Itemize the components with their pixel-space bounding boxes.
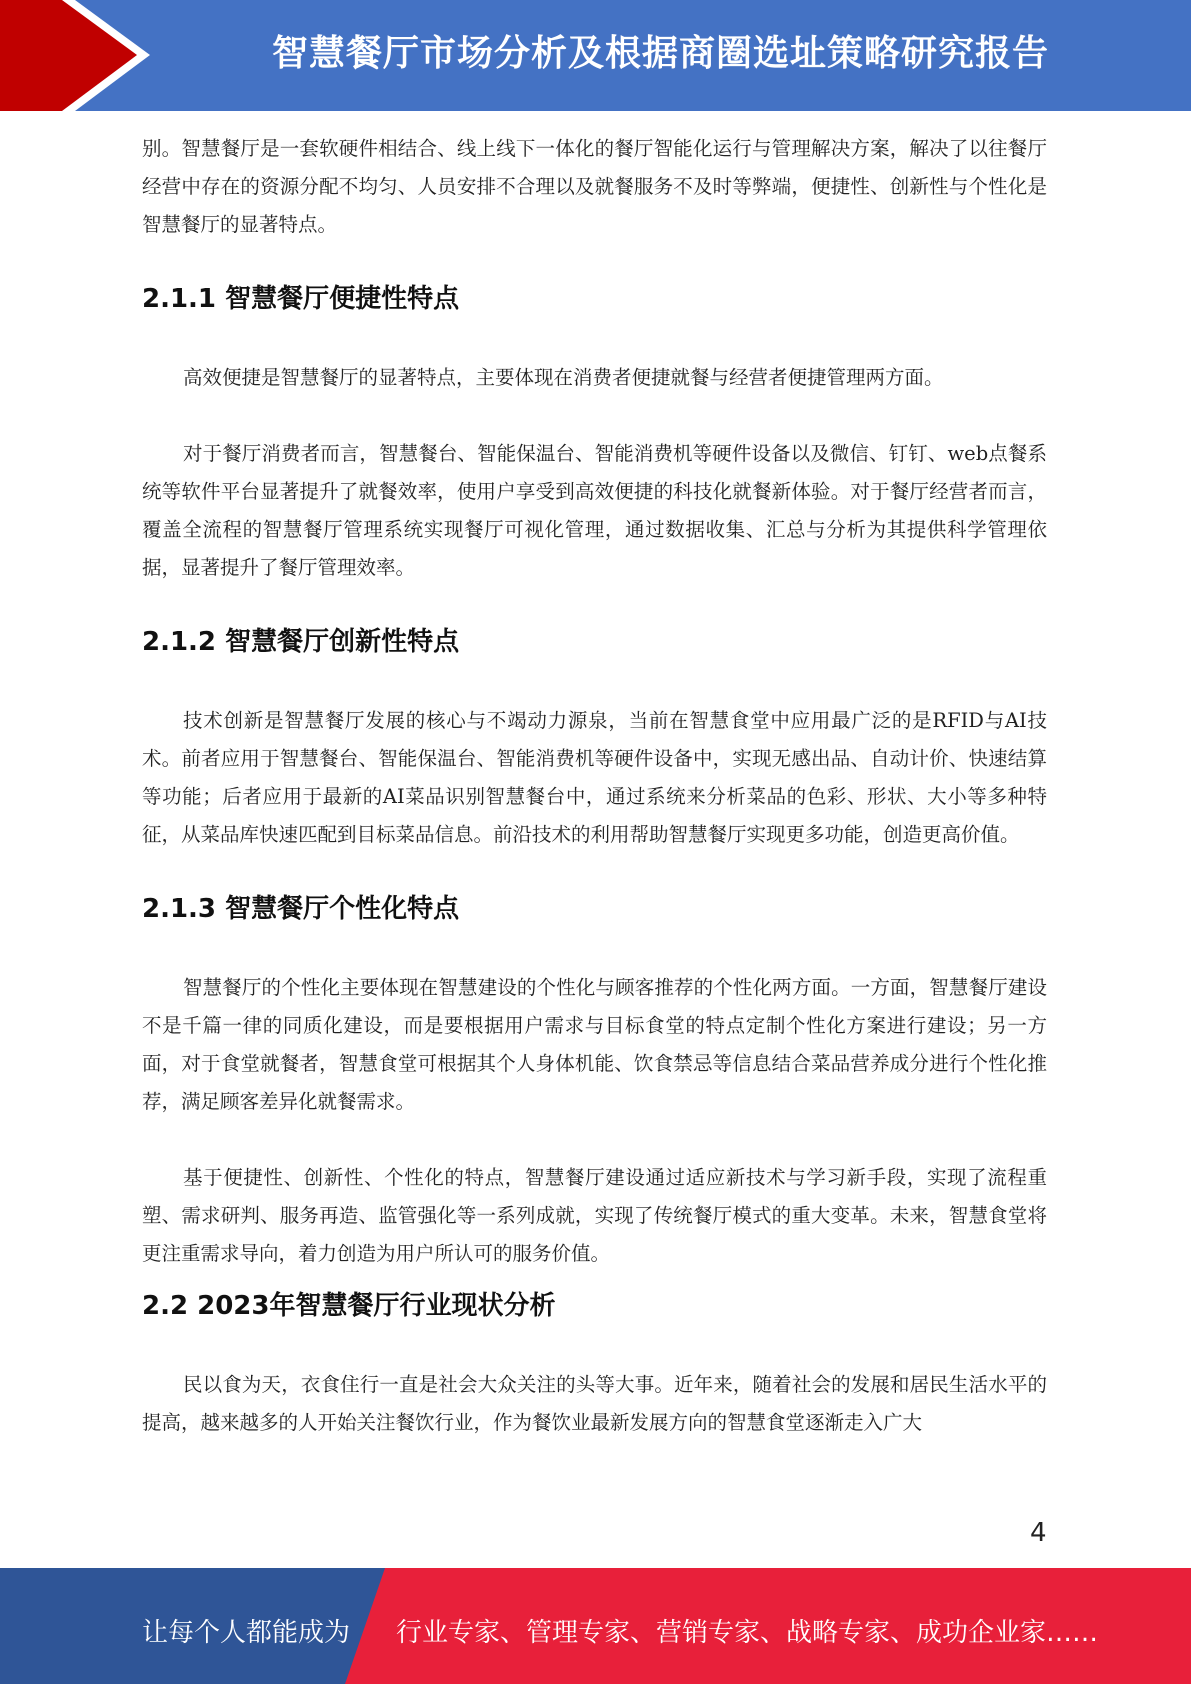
- paragraph-2-1-3-b: 基于便捷性、创新性、个性化的特点，智慧餐厅建设通过适应新技术与学习新手段，实现了流程重塑、需求研判、服务再造、监管强化等一系列成就，实现了传统餐厅模式的重大变革。未来，智慧食堂将更注重需求导向，着力创造为用户所认可的服务价值。: [142, 1166, 1047, 1265]
- paragraph-2-1-1-b: 对于餐厅消费者而言，智慧餐台、智能保温台、智能消费机等硬件设备以及微信、钉钉、web点餐系统等软件平台显著提升了就餐效率，使用户享受到高效便捷的科技化就餐新体验。对于餐厅经营者而言，覆盖全流程的智慧餐厅管理系统实现餐厅可视化管理，通过数据收集、汇总与分析为其提供科学管理依据，显著提升了餐厅管理效率。: [142, 442, 1047, 579]
- intro-paragraph: 别。智慧餐厅是一套软硬件相结合、线上线下一体化的餐厅智能化运行与管理解决方案，解决了以往餐厅经营中存在的资源分配不均匀、人员安排不合理以及就餐服务不及时等弊端，便捷性、创新性与个性化是智慧餐厅的显著特点。: [142, 137, 1047, 236]
- section-heading-2-1-1: 2.1.1 智慧餐厅便捷性特点: [142, 284, 460, 314]
- paragraph-2-1-1-a: 高效便捷是智慧餐厅的显著特点，主要体现在消费者便捷就餐与经营者便捷管理两方面。: [183, 366, 944, 389]
- paragraph-2-1-3-a: 智慧餐厅的个性化主要体现在智慧建设的个性化与顾客推荐的个性化两方面。一方面，智慧餐厅建设不是千篇一律的同质化建设，而是要根据用户需求与目标食堂的特点定制个性化方案进行建设；另一方面，对于食堂就餐者，智慧食堂可根据其个人身体机能、饮食禁忌等信息结合菜品营养成分进行个性化推荐，满足顾客差异化就餐需求。: [142, 976, 1047, 1113]
- section-heading-2-1-2: 2.1.2 智慧餐厅创新性特点: [142, 627, 460, 657]
- footer-slogan-left: 让每个人都能成为: [142, 1618, 351, 1648]
- header-arrow-red: [0, 0, 137, 111]
- paragraph-2-2-a: 民以食为天，衣食住行一直是社会大众关注的头等大事。近年来，随着社会的发展和居民生活水平的提高，越来越多的人开始关注餐饮行业，作为餐饮业最新发展方向的智慧食堂逐渐走入广大: [142, 1373, 1047, 1434]
- footer-slogan-right: 行业专家、管理专家、营销专家、战略专家、成功企业家……: [396, 1618, 1099, 1648]
- header-arrow-graphic: [0, 0, 160, 111]
- page-number: 4: [1030, 1518, 1047, 1548]
- section-heading-2-2: 2.2 2023年智慧餐厅行业现状分析: [142, 1291, 556, 1321]
- paragraph-2-1-2-a: 技术创新是智慧餐厅发展的核心与不竭动力源泉，当前在智慧食堂中应用最广泛的是RFID与AI技术。前者应用于智慧餐台、智能保温台、智能消费机等硬件设备中，实现无感出品、自动计价、快速结算等功能；后者应用于最新的AI菜品识别智慧餐台中，通过系统来分析菜品的色彩、形状、大小等多种特征，从菜品库快速匹配到目标菜品信息。前沿技术的利用帮助智慧餐厅实现更多功能，创造更高价值。: [142, 709, 1047, 846]
- document-title: 智慧餐厅市场分析及根据商圈选址策略研究报告: [271, 33, 1049, 74]
- header-bar: [0, 0, 1191, 111]
- section-heading-2-1-3: 2.1.3 智慧餐厅个性化特点: [142, 894, 460, 924]
- document-body: [142, 130, 1047, 1442]
